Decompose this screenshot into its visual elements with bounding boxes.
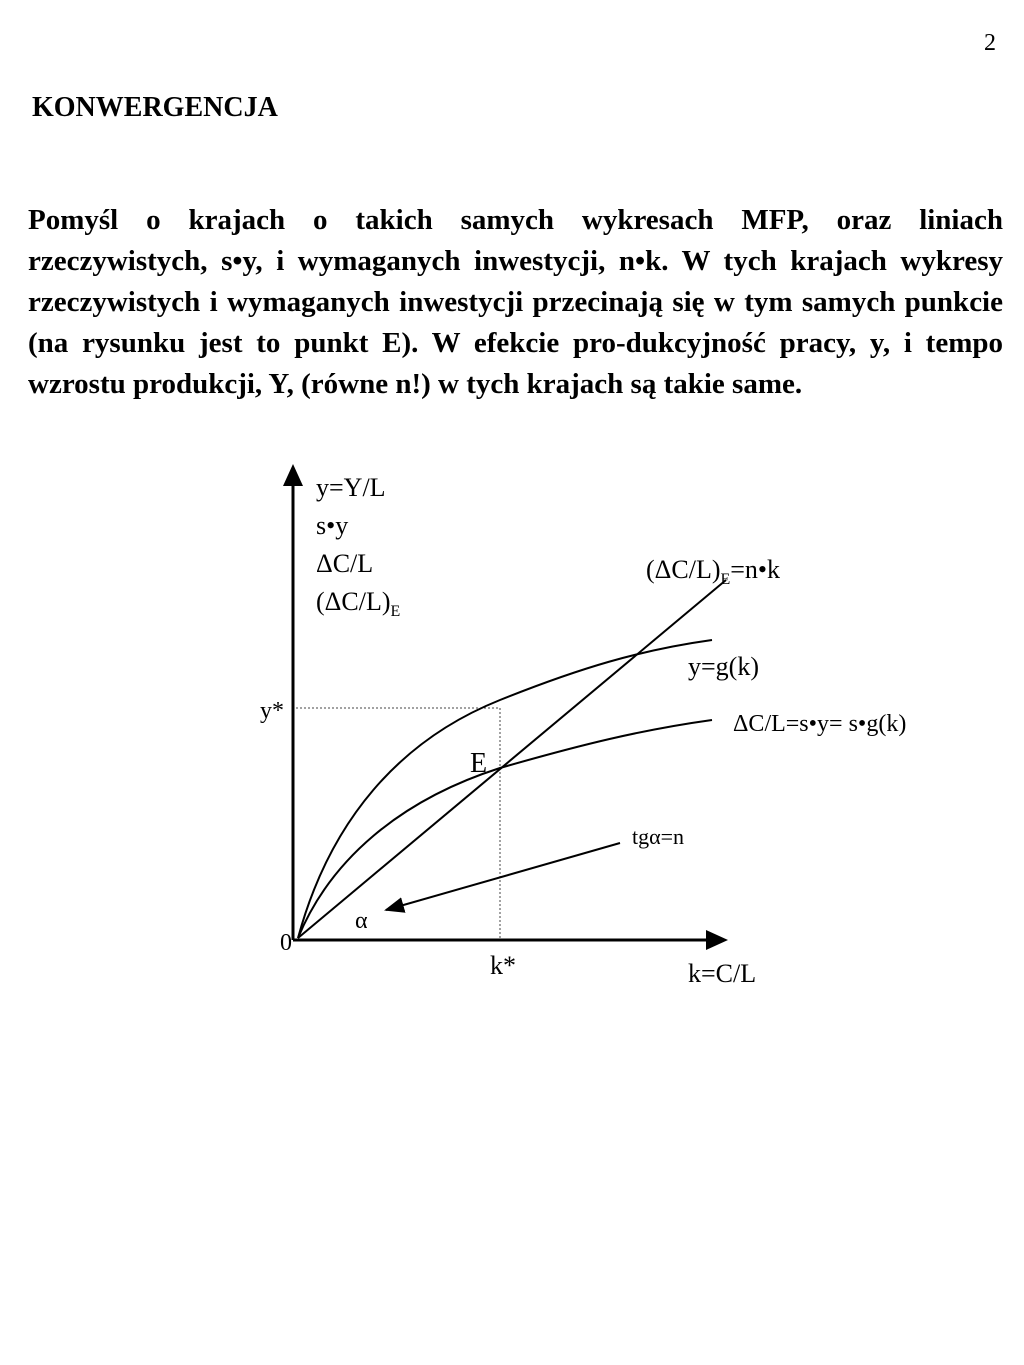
page-number: 2: [984, 30, 996, 56]
y-axis-label-4-main: (ΔC/L): [316, 587, 391, 616]
production-curve: [298, 640, 712, 938]
x-axis-label: k=C/L: [688, 959, 757, 988]
k-star-label: k*: [490, 951, 516, 980]
equilibrium-point-label: E: [470, 748, 488, 779]
body-paragraph: Pomyśl o krajach o takich samych wykresach MFP, oraz liniach rzeczywistych, s•y, i wymaganych inwestycji, n•k. W tych krajach wykresy rzeczywistych i wymaganych inwestycji przecinają się w tym samych punkcie (na rysunku jest to punkt E). W efekcie pro-dukcyjność pracy, y, i tempo wzrostu produkcji, Y, (równe n!) w tych krajach są takie same.: [28, 204, 1003, 400]
slope-arrow: [386, 843, 620, 910]
x-axis-arrow-icon: [706, 930, 728, 950]
y-axis-label-4: [316, 587, 400, 620]
y-axis-label-2: s•y: [316, 511, 349, 540]
required-investment-label: [646, 555, 780, 588]
y-star-label: y*: [260, 698, 284, 724]
y-axis-label-3: ΔC/L: [316, 549, 374, 578]
y-axis-arrow-icon: [283, 464, 303, 486]
y-axis-label-1: y=Y/L: [316, 473, 386, 502]
production-curve-label: y=g(k): [688, 652, 759, 681]
angle-label: α: [355, 908, 368, 934]
y-axis-label-4-sub: E: [390, 603, 401, 620]
required-label-sub: E: [720, 571, 731, 588]
slope-label: tgα=n: [632, 824, 685, 849]
required-label-tail: =n•k: [730, 555, 781, 584]
page-title: KONWERGENCJA: [32, 92, 278, 123]
required-label-main: (ΔC/L): [646, 555, 721, 584]
required-investment-line: [298, 580, 726, 938]
investment-curve-label: ΔC/L=s•y= s•g(k): [733, 711, 907, 737]
origin-label: 0: [280, 930, 292, 956]
